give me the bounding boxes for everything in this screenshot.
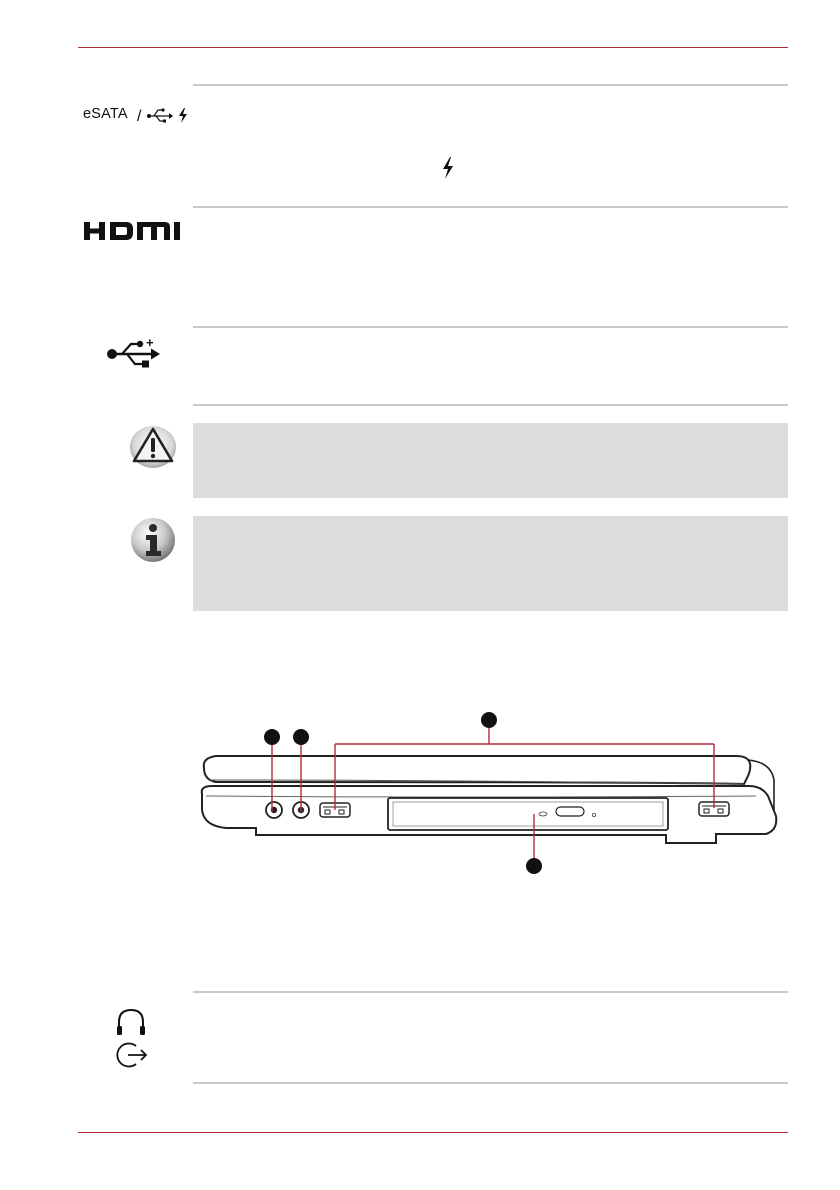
svg-text:3: 3 [486, 716, 492, 727]
sleep-and-charge-symbol-icon [439, 156, 457, 180]
esata-usb-sleep-charge-icon: eSATA / [83, 105, 193, 127]
header-rule [78, 47, 788, 48]
table-rule [193, 1082, 788, 1084]
callout-marker [526, 858, 542, 874]
information-icon [130, 517, 176, 563]
svg-text:+: + [146, 337, 154, 350]
caution-box [193, 423, 788, 498]
table-rule [193, 326, 788, 328]
callout-marker [264, 729, 280, 745]
callout-marker [293, 729, 309, 745]
callout-marker [481, 712, 497, 728]
svg-text:2: 2 [298, 733, 304, 744]
headphone-output-icon [114, 1006, 148, 1072]
svg-text:1: 1 [269, 733, 275, 744]
footer-rule [78, 1132, 788, 1133]
note-box [193, 516, 788, 611]
hdmi-logo-icon [83, 220, 185, 242]
svg-text:/: / [137, 108, 142, 125]
usb-icon [106, 337, 162, 371]
table-rule [193, 84, 788, 86]
table-rule [193, 991, 788, 993]
table-rule [193, 404, 788, 406]
warning-triangle-icon [128, 423, 178, 469]
svg-text:4: 4 [531, 862, 537, 873]
table-rule [193, 206, 788, 208]
right-side-of-computer-figure [196, 700, 786, 885]
